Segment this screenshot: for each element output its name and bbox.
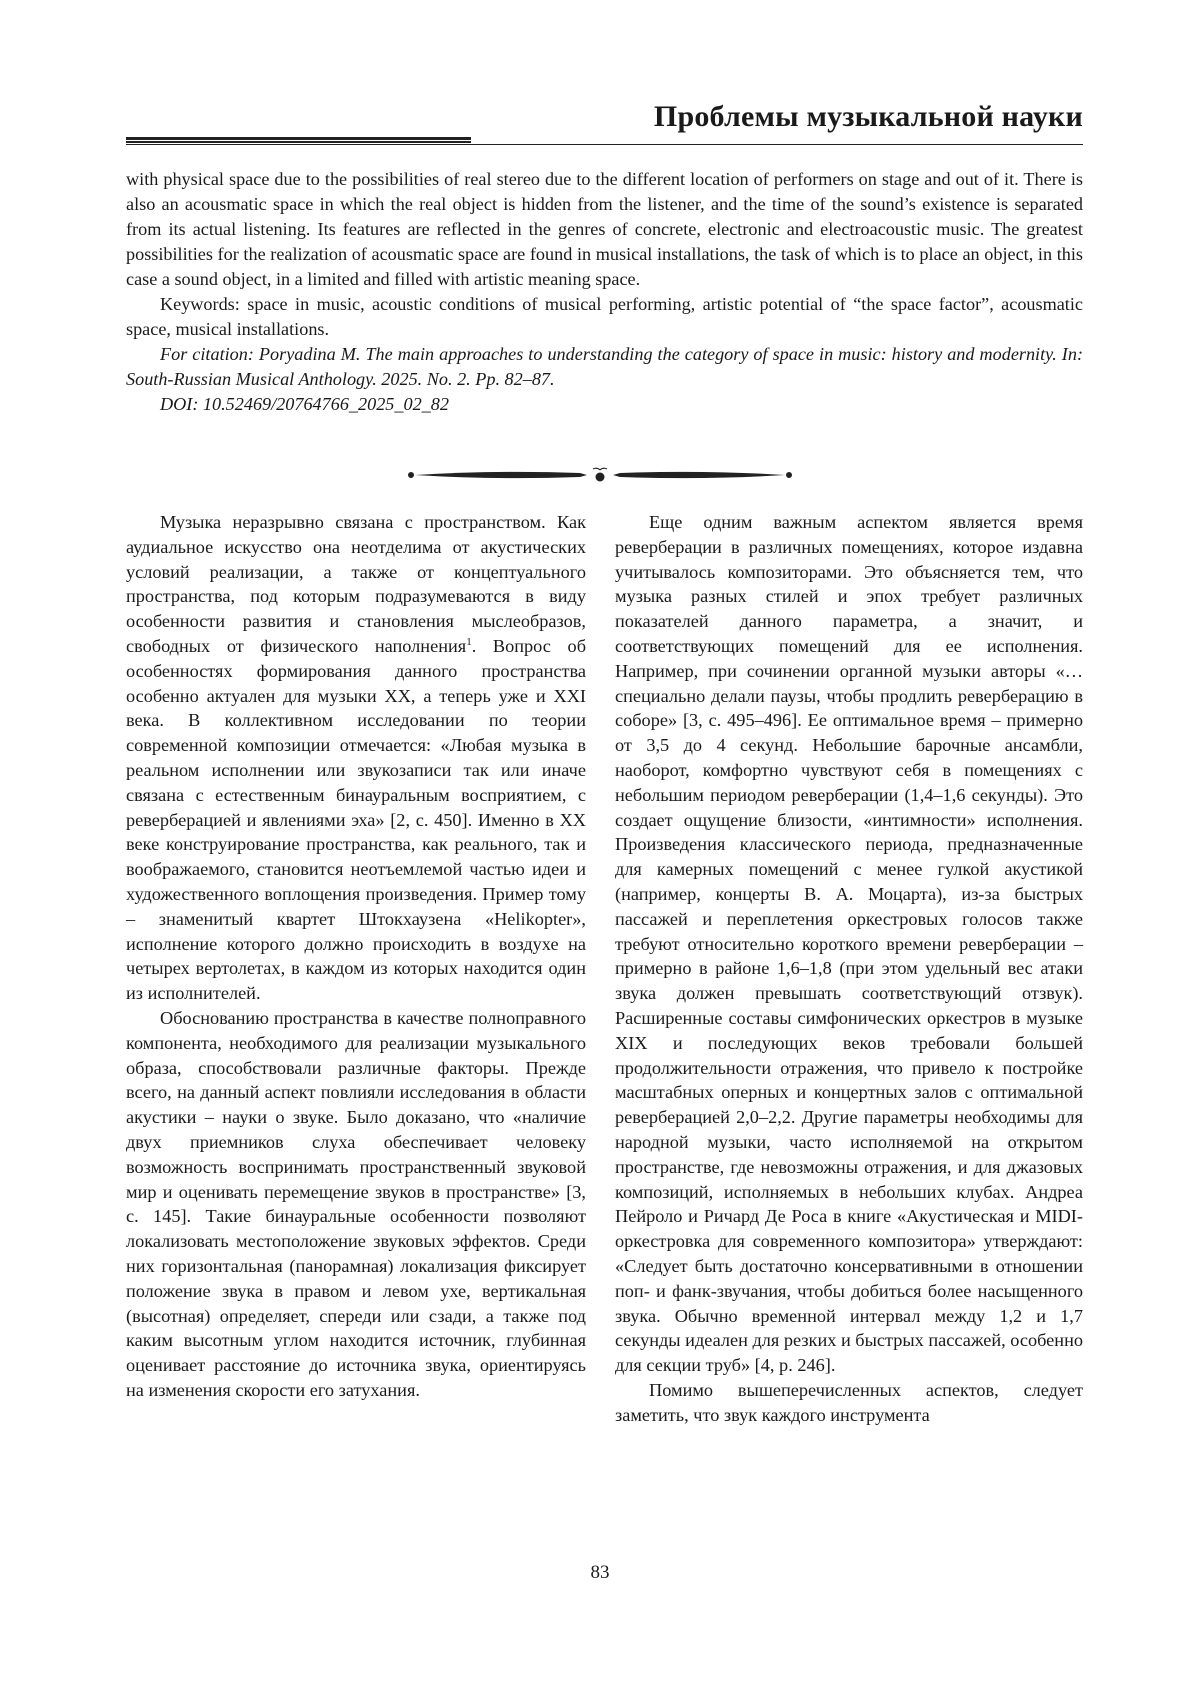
left-column (126, 510, 586, 1403)
right-column (615, 510, 1083, 1427)
page-number: 83 (590, 1562, 610, 1583)
abstract-text: with physical space due to the possibilities of real stereo due to the different location of performers on stage and out of it. There is also an acousmatic space in which the real object is hidden from the listener, and the time of the sound’s existence is separated from its actual listening. Its features are reflected in the genres of concrete, electronic and electroacoustic music. The greatest possibilities for the realization of acousmatic space are found in musical installations, the task of which is to place an object, in this case a sound object, in a limited and filled with artistic meaning space. (126, 169, 1083, 289)
right-paragraph-1: Еще одним важным аспектом является время реверберации в различных помещениях, которое издавна учитывалось композиторами. Это объясняется тем, что музыка разных стилей и эпох требует различных показателей данного параметра, а значит, и соответствующих помещений для ее исполнения. Например, при сочинении органной музыки авторы «…специально делали паузы, чтобы продлить реверберацию в соборе» [3, с. 495–496]. Ее оптимальное время – примерно от 3,5 до 4 секунд. Небольшие барочные ансамбли, наоборот, комфортно чувствуют себя в помещениях с небольшим периодом реверберации (1,4–1,6 секунды). Это создает ощущение близости, «интимности» исполнения. Произведения классического периода, предназначенные для камерных помещений с менее гулкой акустикой (например, концерты В. А. Моцарта), из-за быстрых пассажей и переплетения оркестровых голосов также требуют относительно короткого времени реверберации – примерно в районе 1,6–1,8 (при этом удельный вес атаки звука должен превышать соответствующий отзвук). Расширенные составы симфонических оркестров в музыке XIX и последующих веков требовали большей продолжительности отражения, что привело к постройке масштабных оперных и концертных залов с оптимальной реверберацией 2,0–2,2. Другие параметры необходимы для народной музыки, часто исполняемой на открытом пространстве, где невозможны отражения, и для джазовых композиций, исполняемых в небольших клубах. Андреа Пейроло и Ричард Де Роса в книге «Акустическая и MIDI-оркестровка для современного композитора» утверждают: «Следует быть достаточно консервативными в отношении поп- и фанк-звучания, чтобы добиться более насыщенного звука. Обычно временной интервал между 1,2 и 1,7 секунды идеален для резких и быстрых пассажей, особенно для секции труб» [4, p. 246]. (615, 512, 1083, 1376)
footnote-marker[interactable]: 1 (466, 635, 472, 648)
section-divider-ornament (405, 464, 795, 486)
keywords: Keywords: space in music, acoustic conditions of musical performing, artistic potential of “the space factor”, acousmatic space, musical installations. (126, 294, 1083, 339)
header-rule-thin (126, 144, 1083, 145)
left-paragraph-1: Музыка неразрывно связана с пространством. Как аудиальное искусство она неотделима от акустических условий реализации, а также от концептуального пространства, под которым подразумеваются в виду особенности развития и становления мыслеобразов, свободных от физического наполнения$^1$. Вопрос об особенностях формирования данного пространства особенно актуален для музыки XX, а теперь уже и XXI века. В коллективном исследовании по теории современной композиции отмечается: «Любая музыка в реальном исполнении или звукозаписи так или иначе связана с естественным бинауральным восприятием, с реверберацией и явлениями эха» [2, с. 450]. Именно в XX веке конструирование пространства, как реального, так и воображаемого, становится неотъемлемой частью идеи и художественного воплощения произведения. Пример тому – знаменитый квартет Штокхаузена «Helikopter», исполнение которого должно происходить в воздухе на четырех вертолетах, в каждом из которых находится один из исполнителей. (126, 512, 586, 1004)
doi: DOI: 10.52469/20764766_2025_02_82 (160, 394, 449, 414)
running-header-title: Проблемы музыкальной науки (653, 100, 1083, 133)
header-rule-double (126, 141, 471, 143)
abstract-block (126, 167, 1083, 417)
left-paragraph-2: Обоснованию пространства в качестве полноправного компонента, необходимого для реализации музыкального образа, способствовали различные факторы. Прежде всего, на данный аспект повлияли исследования в области акустики – науки о звуке. Было доказано, что «наличие двух приемников слуха обеспечивает человеку возможность воспринимать пространственный звуковой мир и оценивать перемещение звуков в пространстве» [3, с. 145]. Такие бинауральные особенности позволяют локализовать местоположение звуковых эффектов. Среди них горизонтальная (панорамная) локализация фиксирует положение звука в правом и левом ухе, вертикальная (высотная) определяет, спереди или сзади, а также под каким высотным углом находится источник, глубинная оценивает расстояние до источника звука, ориентируясь на изменения скорости его затухания. (126, 1007, 586, 1400)
right-paragraph-2: Помимо вышеперечисленных аспектов, следует заметить, что звук каждого инструмента (615, 1379, 1083, 1425)
header-rule-thick (126, 137, 471, 140)
citation: For citation: Poryadina M. The main approaches to understanding the category of space in music: history and modernity. In: South-Russian Musical Anthology. 2025. No. 2. Pp. 82–87. (126, 344, 1083, 389)
